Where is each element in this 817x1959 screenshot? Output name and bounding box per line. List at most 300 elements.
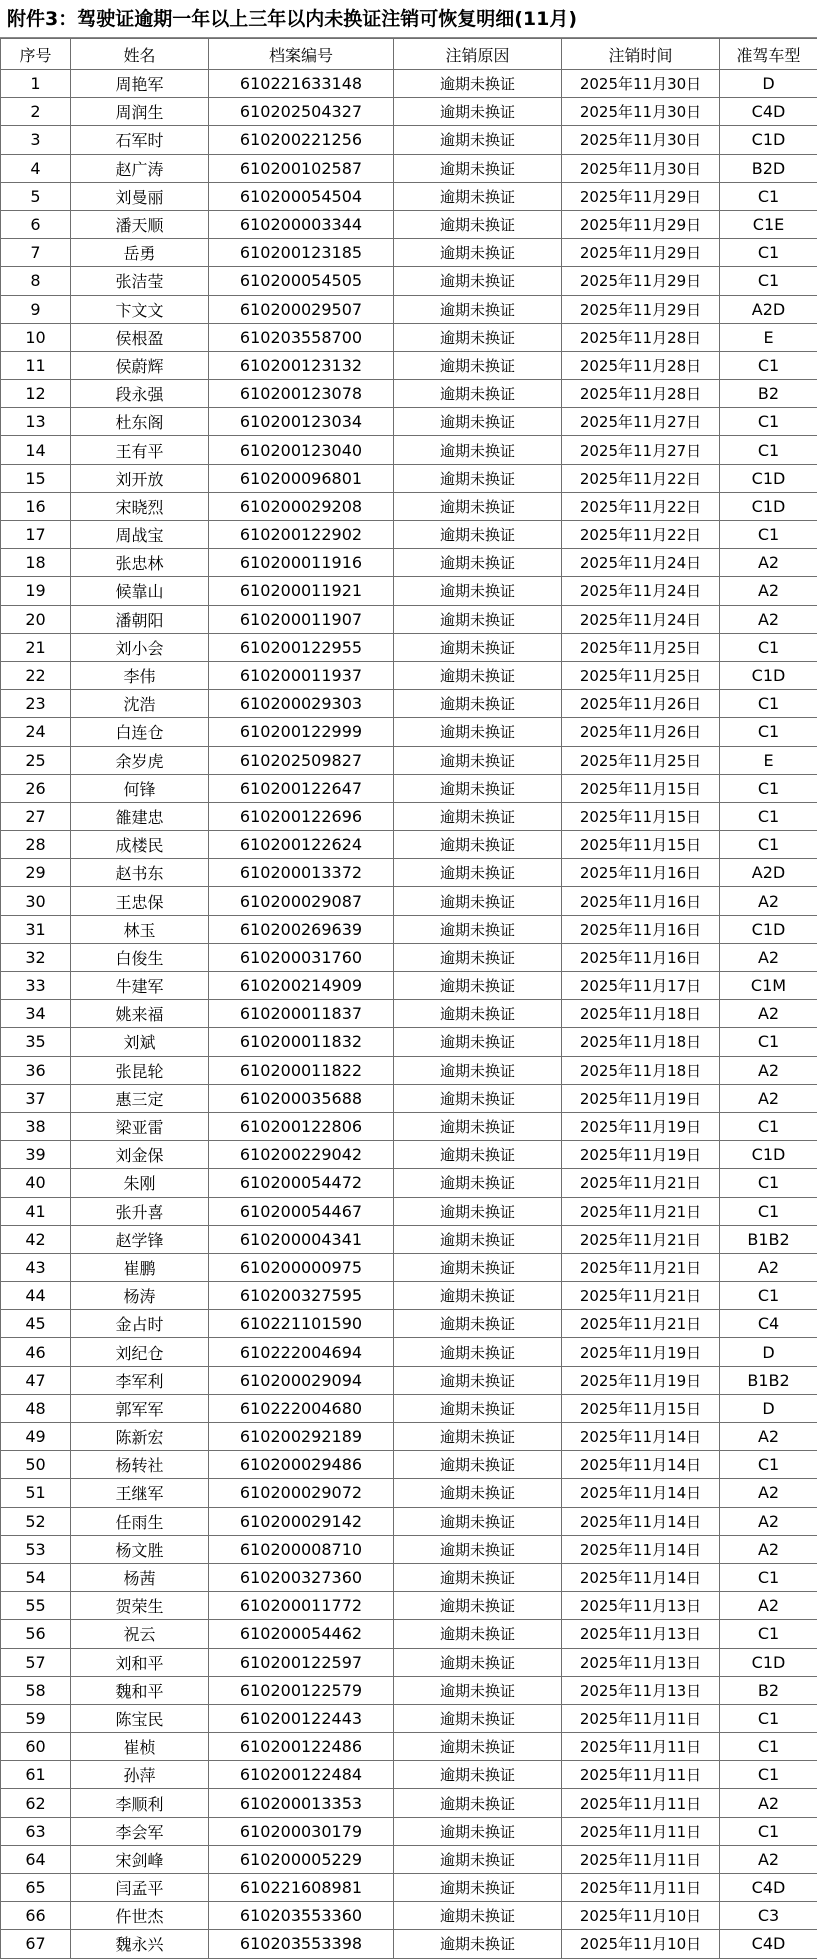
cell-reason: 逾期未换证 bbox=[394, 1676, 562, 1704]
cell-file-number: 610200008710 bbox=[209, 1535, 394, 1563]
cell-index: 16 bbox=[1, 492, 71, 520]
cell-index: 33 bbox=[1, 972, 71, 1000]
cell-date: 2025年11月19日 bbox=[562, 1084, 720, 1112]
table-row bbox=[1, 1479, 817, 1507]
table-row bbox=[1, 1282, 817, 1310]
cell-reason: 逾期未换证 bbox=[394, 1930, 562, 1958]
cell-reason: 逾期未换证 bbox=[394, 1282, 562, 1310]
cell-index: 59 bbox=[1, 1704, 71, 1732]
cell-date: 2025年11月26日 bbox=[562, 718, 720, 746]
cell-date: 2025年11月30日 bbox=[562, 154, 720, 182]
cell-name: 侯根盈 bbox=[71, 323, 209, 351]
cell-date: 2025年11月19日 bbox=[562, 1141, 720, 1169]
cell-license-class: B2 bbox=[720, 380, 817, 408]
cell-date: 2025年11月30日 bbox=[562, 70, 720, 98]
cell-license-class: C4 bbox=[720, 1310, 817, 1338]
cell-name: 崔鹏 bbox=[71, 1253, 209, 1281]
cell-date: 2025年11月19日 bbox=[562, 1112, 720, 1140]
cell-date: 2025年11月14日 bbox=[562, 1535, 720, 1563]
cell-name: 李会军 bbox=[71, 1817, 209, 1845]
table-row bbox=[1, 1000, 817, 1028]
cell-reason: 逾期未换证 bbox=[394, 1817, 562, 1845]
cell-file-number: 610200122806 bbox=[209, 1112, 394, 1140]
cell-index: 14 bbox=[1, 436, 71, 464]
cell-name: 魏和平 bbox=[71, 1676, 209, 1704]
cell-reason: 逾期未换证 bbox=[394, 98, 562, 126]
cell-file-number: 610200122484 bbox=[209, 1761, 394, 1789]
cell-reason: 逾期未换证 bbox=[394, 70, 562, 98]
cell-date: 2025年11月29日 bbox=[562, 239, 720, 267]
cell-index: 62 bbox=[1, 1789, 71, 1817]
cell-date: 2025年11月28日 bbox=[562, 380, 720, 408]
cell-file-number: 610200054467 bbox=[209, 1197, 394, 1225]
table-row bbox=[1, 1648, 817, 1676]
cell-file-number: 610200029094 bbox=[209, 1366, 394, 1394]
table-row bbox=[1, 210, 817, 238]
cell-license-class: A2 bbox=[720, 605, 817, 633]
cell-license-class: C1 bbox=[720, 521, 817, 549]
cell-license-class: A2 bbox=[720, 1592, 817, 1620]
cell-name: 祝云 bbox=[71, 1620, 209, 1648]
table-row bbox=[1, 1563, 817, 1591]
cell-file-number: 610200035688 bbox=[209, 1084, 394, 1112]
table-row bbox=[1, 1592, 817, 1620]
cell-reason: 逾期未换证 bbox=[394, 887, 562, 915]
cell-name: 何锋 bbox=[71, 774, 209, 802]
table-row bbox=[1, 98, 817, 126]
cell-reason: 逾期未换证 bbox=[394, 1338, 562, 1366]
table-row bbox=[1, 1028, 817, 1056]
table-row bbox=[1, 1310, 817, 1338]
cell-license-class: C1 bbox=[720, 1112, 817, 1140]
cell-date: 2025年11月15日 bbox=[562, 831, 720, 859]
cell-license-class: A2 bbox=[720, 1507, 817, 1535]
table-row bbox=[1, 577, 817, 605]
cell-file-number: 610200292189 bbox=[209, 1423, 394, 1451]
cell-index: 44 bbox=[1, 1282, 71, 1310]
table-row bbox=[1, 267, 817, 295]
cell-file-number: 610200102587 bbox=[209, 154, 394, 182]
cell-index: 12 bbox=[1, 380, 71, 408]
cell-license-class: C1 bbox=[720, 802, 817, 830]
cell-date: 2025年11月15日 bbox=[562, 1394, 720, 1422]
cell-file-number: 610200029087 bbox=[209, 887, 394, 915]
cell-date: 2025年11月29日 bbox=[562, 210, 720, 238]
cell-license-class: A2 bbox=[720, 1479, 817, 1507]
cell-reason: 逾期未换证 bbox=[394, 1902, 562, 1930]
cell-reason: 逾期未换证 bbox=[394, 408, 562, 436]
cell-date: 2025年11月16日 bbox=[562, 943, 720, 971]
table-row bbox=[1, 605, 817, 633]
cell-file-number: 610200013353 bbox=[209, 1789, 394, 1817]
cell-date: 2025年11月18日 bbox=[562, 1000, 720, 1028]
cell-name: 刘曼丽 bbox=[71, 182, 209, 210]
cell-index: 8 bbox=[1, 267, 71, 295]
cell-date: 2025年11月30日 bbox=[562, 126, 720, 154]
cell-name: 白连仓 bbox=[71, 718, 209, 746]
cell-file-number: 610200030179 bbox=[209, 1817, 394, 1845]
cell-reason: 逾期未换证 bbox=[394, 492, 562, 520]
cell-reason: 逾期未换证 bbox=[394, 1451, 562, 1479]
cell-file-number: 610200011822 bbox=[209, 1056, 394, 1084]
cell-name: 杨茜 bbox=[71, 1563, 209, 1591]
cell-file-number: 610203553398 bbox=[209, 1930, 394, 1958]
cell-date: 2025年11月19日 bbox=[562, 1366, 720, 1394]
cell-license-class: C1 bbox=[720, 1563, 817, 1591]
cell-license-class: C4D bbox=[720, 98, 817, 126]
cell-name: 牛建军 bbox=[71, 972, 209, 1000]
table-row bbox=[1, 1338, 817, 1366]
cell-license-class: A2D bbox=[720, 295, 817, 323]
cell-index: 18 bbox=[1, 549, 71, 577]
table-row bbox=[1, 887, 817, 915]
cell-index: 56 bbox=[1, 1620, 71, 1648]
cell-index: 17 bbox=[1, 521, 71, 549]
table-row bbox=[1, 1845, 817, 1873]
cell-index: 28 bbox=[1, 831, 71, 859]
cell-name: 朱刚 bbox=[71, 1169, 209, 1197]
cell-name: 惠三定 bbox=[71, 1084, 209, 1112]
cell-reason: 逾期未换证 bbox=[394, 774, 562, 802]
cell-index: 26 bbox=[1, 774, 71, 802]
cell-license-class: A2 bbox=[720, 549, 817, 577]
table-row bbox=[1, 1789, 817, 1817]
cell-file-number: 610200122597 bbox=[209, 1648, 394, 1676]
cell-file-number: 610200031760 bbox=[209, 943, 394, 971]
cell-date: 2025年11月24日 bbox=[562, 577, 720, 605]
cell-date: 2025年11月13日 bbox=[562, 1620, 720, 1648]
cell-date: 2025年11月14日 bbox=[562, 1507, 720, 1535]
cell-reason: 逾期未换证 bbox=[394, 605, 562, 633]
cell-name: 余岁虎 bbox=[71, 746, 209, 774]
cell-name: 李军利 bbox=[71, 1366, 209, 1394]
cell-license-class: C1 bbox=[720, 1761, 817, 1789]
cell-date: 2025年11月25日 bbox=[562, 746, 720, 774]
cell-license-class: C1E bbox=[720, 210, 817, 238]
cell-date: 2025年11月21日 bbox=[562, 1253, 720, 1281]
cell-date: 2025年11月16日 bbox=[562, 915, 720, 943]
cell-file-number: 610200122486 bbox=[209, 1733, 394, 1761]
cell-name: 陈新宏 bbox=[71, 1423, 209, 1451]
cell-reason: 逾期未换证 bbox=[394, 577, 562, 605]
table-row bbox=[1, 1535, 817, 1563]
cell-date: 2025年11月17日 bbox=[562, 972, 720, 1000]
cell-name: 刘和平 bbox=[71, 1648, 209, 1676]
cell-license-class: A2 bbox=[720, 1423, 817, 1451]
cell-index: 13 bbox=[1, 408, 71, 436]
cell-reason: 逾期未换证 bbox=[394, 1874, 562, 1902]
cell-index: 48 bbox=[1, 1394, 71, 1422]
cell-license-class: A2 bbox=[720, 577, 817, 605]
table-row bbox=[1, 1366, 817, 1394]
cell-reason: 逾期未换证 bbox=[394, 661, 562, 689]
table-row bbox=[1, 859, 817, 887]
cell-reason: 逾期未换证 bbox=[394, 126, 562, 154]
cell-name: 卞文文 bbox=[71, 295, 209, 323]
cell-index: 32 bbox=[1, 943, 71, 971]
table-row bbox=[1, 746, 817, 774]
cell-license-class: C1 bbox=[720, 267, 817, 295]
cell-file-number: 610221101590 bbox=[209, 1310, 394, 1338]
cell-file-number: 610222004694 bbox=[209, 1338, 394, 1366]
cell-file-number: 610200054505 bbox=[209, 267, 394, 295]
cell-date: 2025年11月11日 bbox=[562, 1789, 720, 1817]
cell-name: 崔桢 bbox=[71, 1733, 209, 1761]
cell-reason: 逾期未换证 bbox=[394, 1789, 562, 1817]
cell-date: 2025年11月14日 bbox=[562, 1479, 720, 1507]
cell-index: 21 bbox=[1, 633, 71, 661]
cell-license-class: C1 bbox=[720, 1451, 817, 1479]
cell-license-class: D bbox=[720, 1394, 817, 1422]
cell-name: 金占时 bbox=[71, 1310, 209, 1338]
cell-name: 岳勇 bbox=[71, 239, 209, 267]
cell-index: 4 bbox=[1, 154, 71, 182]
cell-index: 30 bbox=[1, 887, 71, 915]
cell-date: 2025年11月21日 bbox=[562, 1310, 720, 1338]
cell-index: 7 bbox=[1, 239, 71, 267]
cell-name: 成楼民 bbox=[71, 831, 209, 859]
cell-file-number: 610200327595 bbox=[209, 1282, 394, 1310]
cell-index: 15 bbox=[1, 464, 71, 492]
cell-file-number: 610200029486 bbox=[209, 1451, 394, 1479]
cell-reason: 逾期未换证 bbox=[394, 1141, 562, 1169]
cell-date: 2025年11月15日 bbox=[562, 802, 720, 830]
cell-index: 43 bbox=[1, 1253, 71, 1281]
cell-name: 赵书东 bbox=[71, 859, 209, 887]
cell-file-number: 610202504327 bbox=[209, 98, 394, 126]
cell-name: 张忠林 bbox=[71, 549, 209, 577]
cell-file-number: 610200004341 bbox=[209, 1225, 394, 1253]
table-row bbox=[1, 1761, 817, 1789]
cell-file-number: 610221633148 bbox=[209, 70, 394, 98]
cell-reason: 逾期未换证 bbox=[394, 859, 562, 887]
cell-index: 46 bbox=[1, 1338, 71, 1366]
cell-name: 孙萍 bbox=[71, 1761, 209, 1789]
cell-license-class: C1D bbox=[720, 126, 817, 154]
table-row bbox=[1, 1423, 817, 1451]
cell-name: 刘小会 bbox=[71, 633, 209, 661]
cell-index: 27 bbox=[1, 802, 71, 830]
cell-date: 2025年11月11日 bbox=[562, 1733, 720, 1761]
cell-name: 周润生 bbox=[71, 98, 209, 126]
cell-name: 侯蔚辉 bbox=[71, 351, 209, 379]
cell-index: 41 bbox=[1, 1197, 71, 1225]
table-row bbox=[1, 1253, 817, 1281]
cell-reason: 逾期未换证 bbox=[394, 1366, 562, 1394]
cell-name: 周战宝 bbox=[71, 521, 209, 549]
cell-file-number: 610200122696 bbox=[209, 802, 394, 830]
cell-license-class: C1 bbox=[720, 182, 817, 210]
cell-reason: 逾期未换证 bbox=[394, 1197, 562, 1225]
cell-file-number: 610200221256 bbox=[209, 126, 394, 154]
cell-index: 23 bbox=[1, 690, 71, 718]
cell-license-class: C1M bbox=[720, 972, 817, 1000]
cell-date: 2025年11月26日 bbox=[562, 690, 720, 718]
cell-name: 王忠保 bbox=[71, 887, 209, 915]
table-row bbox=[1, 154, 817, 182]
cell-license-class: C4D bbox=[720, 1930, 817, 1958]
cell-date: 2025年11月28日 bbox=[562, 351, 720, 379]
table-row bbox=[1, 1874, 817, 1902]
table-row bbox=[1, 1197, 817, 1225]
cell-index: 29 bbox=[1, 859, 71, 887]
cell-name: 宋剑峰 bbox=[71, 1845, 209, 1873]
cell-license-class: C1 bbox=[720, 351, 817, 379]
cell-license-class: E bbox=[720, 323, 817, 351]
cell-license-class: C1 bbox=[720, 1197, 817, 1225]
cell-index: 51 bbox=[1, 1479, 71, 1507]
cell-reason: 逾期未换证 bbox=[394, 633, 562, 661]
cell-date: 2025年11月13日 bbox=[562, 1592, 720, 1620]
cell-reason: 逾期未换证 bbox=[394, 1225, 562, 1253]
cell-name: 郭军军 bbox=[71, 1394, 209, 1422]
header-name: 姓名 bbox=[71, 39, 209, 70]
cell-license-class: A2 bbox=[720, 887, 817, 915]
cell-name: 张升喜 bbox=[71, 1197, 209, 1225]
cell-name: 陈宝民 bbox=[71, 1704, 209, 1732]
cell-file-number: 610200003344 bbox=[209, 210, 394, 238]
cell-date: 2025年11月11日 bbox=[562, 1704, 720, 1732]
table-row bbox=[1, 126, 817, 154]
cell-license-class: A2 bbox=[720, 1845, 817, 1873]
cell-file-number: 610200013372 bbox=[209, 859, 394, 887]
cell-reason: 逾期未换证 bbox=[394, 1620, 562, 1648]
table-row bbox=[1, 633, 817, 661]
cell-file-number: 610200054462 bbox=[209, 1620, 394, 1648]
cell-file-number: 610200011916 bbox=[209, 549, 394, 577]
cell-file-number: 610200123132 bbox=[209, 351, 394, 379]
table-row bbox=[1, 690, 817, 718]
cell-license-class: A2 bbox=[720, 1253, 817, 1281]
cell-license-class: C1D bbox=[720, 915, 817, 943]
cell-index: 63 bbox=[1, 1817, 71, 1845]
cell-date: 2025年11月27日 bbox=[562, 436, 720, 464]
cell-date: 2025年11月22日 bbox=[562, 521, 720, 549]
cell-license-class: B1B2 bbox=[720, 1225, 817, 1253]
cell-date: 2025年11月10日 bbox=[562, 1930, 720, 1958]
cell-license-class: C1 bbox=[720, 239, 817, 267]
cell-license-class: A2 bbox=[720, 1000, 817, 1028]
header-license-class: 准驾车型 bbox=[720, 39, 817, 70]
cell-name: 石军时 bbox=[71, 126, 209, 154]
cell-date: 2025年11月29日 bbox=[562, 267, 720, 295]
cell-index: 24 bbox=[1, 718, 71, 746]
cell-file-number: 610202509827 bbox=[209, 746, 394, 774]
cell-license-class: B2D bbox=[720, 154, 817, 182]
cell-name: 杜东阁 bbox=[71, 408, 209, 436]
table-row bbox=[1, 408, 817, 436]
cell-reason: 逾期未换证 bbox=[394, 210, 562, 238]
cell-file-number: 610203558700 bbox=[209, 323, 394, 351]
cell-date: 2025年11月11日 bbox=[562, 1817, 720, 1845]
cell-name: 任雨生 bbox=[71, 1507, 209, 1535]
cell-file-number: 610200214909 bbox=[209, 972, 394, 1000]
cell-date: 2025年11月13日 bbox=[562, 1676, 720, 1704]
cell-reason: 逾期未换证 bbox=[394, 436, 562, 464]
cell-date: 2025年11月14日 bbox=[562, 1451, 720, 1479]
cell-index: 35 bbox=[1, 1028, 71, 1056]
cell-name: 周艳军 bbox=[71, 70, 209, 98]
cell-name: 闫孟平 bbox=[71, 1874, 209, 1902]
cell-file-number: 610200011772 bbox=[209, 1592, 394, 1620]
cell-index: 37 bbox=[1, 1084, 71, 1112]
cell-license-class: A2D bbox=[720, 859, 817, 887]
cell-index: 34 bbox=[1, 1000, 71, 1028]
cell-license-class: C1 bbox=[720, 436, 817, 464]
cell-name: 刘斌 bbox=[71, 1028, 209, 1056]
cell-file-number: 610200122955 bbox=[209, 633, 394, 661]
cell-index: 9 bbox=[1, 295, 71, 323]
table-row bbox=[1, 1704, 817, 1732]
cell-reason: 逾期未换证 bbox=[394, 1563, 562, 1591]
cell-reason: 逾期未换证 bbox=[394, 464, 562, 492]
cell-reason: 逾期未换证 bbox=[394, 1648, 562, 1676]
cell-license-class: A2 bbox=[720, 1056, 817, 1084]
table-row bbox=[1, 295, 817, 323]
cell-file-number: 610200011937 bbox=[209, 661, 394, 689]
table-row bbox=[1, 70, 817, 98]
cell-date: 2025年11月11日 bbox=[562, 1845, 720, 1873]
cell-date: 2025年11月30日 bbox=[562, 98, 720, 126]
cell-reason: 逾期未换证 bbox=[394, 1310, 562, 1338]
cell-reason: 逾期未换证 bbox=[394, 1592, 562, 1620]
cell-date: 2025年11月25日 bbox=[562, 633, 720, 661]
table-row bbox=[1, 1169, 817, 1197]
cell-name: 宋晓烈 bbox=[71, 492, 209, 520]
cell-date: 2025年11月29日 bbox=[562, 182, 720, 210]
cell-name: 潘天顺 bbox=[71, 210, 209, 238]
cell-reason: 逾期未换证 bbox=[394, 154, 562, 182]
cell-license-class: D bbox=[720, 1338, 817, 1366]
cell-license-class: C1D bbox=[720, 464, 817, 492]
table-row bbox=[1, 239, 817, 267]
cell-license-class: C1D bbox=[720, 1141, 817, 1169]
cell-reason: 逾期未换证 bbox=[394, 239, 562, 267]
cell-file-number: 610200122579 bbox=[209, 1676, 394, 1704]
cell-name: 杨转社 bbox=[71, 1451, 209, 1479]
cell-name: 李伟 bbox=[71, 661, 209, 689]
cell-date: 2025年11月13日 bbox=[562, 1648, 720, 1676]
cell-license-class: C1 bbox=[720, 831, 817, 859]
cell-reason: 逾期未换证 bbox=[394, 1704, 562, 1732]
cell-license-class: A2 bbox=[720, 943, 817, 971]
cell-reason: 逾期未换证 bbox=[394, 943, 562, 971]
cell-reason: 逾期未换证 bbox=[394, 1169, 562, 1197]
cell-file-number: 610200122624 bbox=[209, 831, 394, 859]
cell-license-class: C1 bbox=[720, 1733, 817, 1761]
cell-index: 3 bbox=[1, 126, 71, 154]
cell-reason: 逾期未换证 bbox=[394, 1423, 562, 1451]
table-row bbox=[1, 1733, 817, 1761]
cell-name: 赵学锋 bbox=[71, 1225, 209, 1253]
cell-reason: 逾期未换证 bbox=[394, 380, 562, 408]
cell-license-class: C1 bbox=[720, 633, 817, 661]
cell-date: 2025年11月21日 bbox=[562, 1197, 720, 1225]
cell-index: 45 bbox=[1, 1310, 71, 1338]
cell-index: 58 bbox=[1, 1676, 71, 1704]
cell-file-number: 610200122902 bbox=[209, 521, 394, 549]
cell-license-class: C1 bbox=[720, 690, 817, 718]
cell-reason: 逾期未换证 bbox=[394, 1000, 562, 1028]
cell-date: 2025年11月25日 bbox=[562, 661, 720, 689]
cell-date: 2025年11月22日 bbox=[562, 464, 720, 492]
table-row bbox=[1, 1084, 817, 1112]
cell-date: 2025年11月16日 bbox=[562, 859, 720, 887]
cell-license-class: C1D bbox=[720, 661, 817, 689]
table-row bbox=[1, 1225, 817, 1253]
cell-name: 赵广涛 bbox=[71, 154, 209, 182]
cell-name: 刘金保 bbox=[71, 1141, 209, 1169]
